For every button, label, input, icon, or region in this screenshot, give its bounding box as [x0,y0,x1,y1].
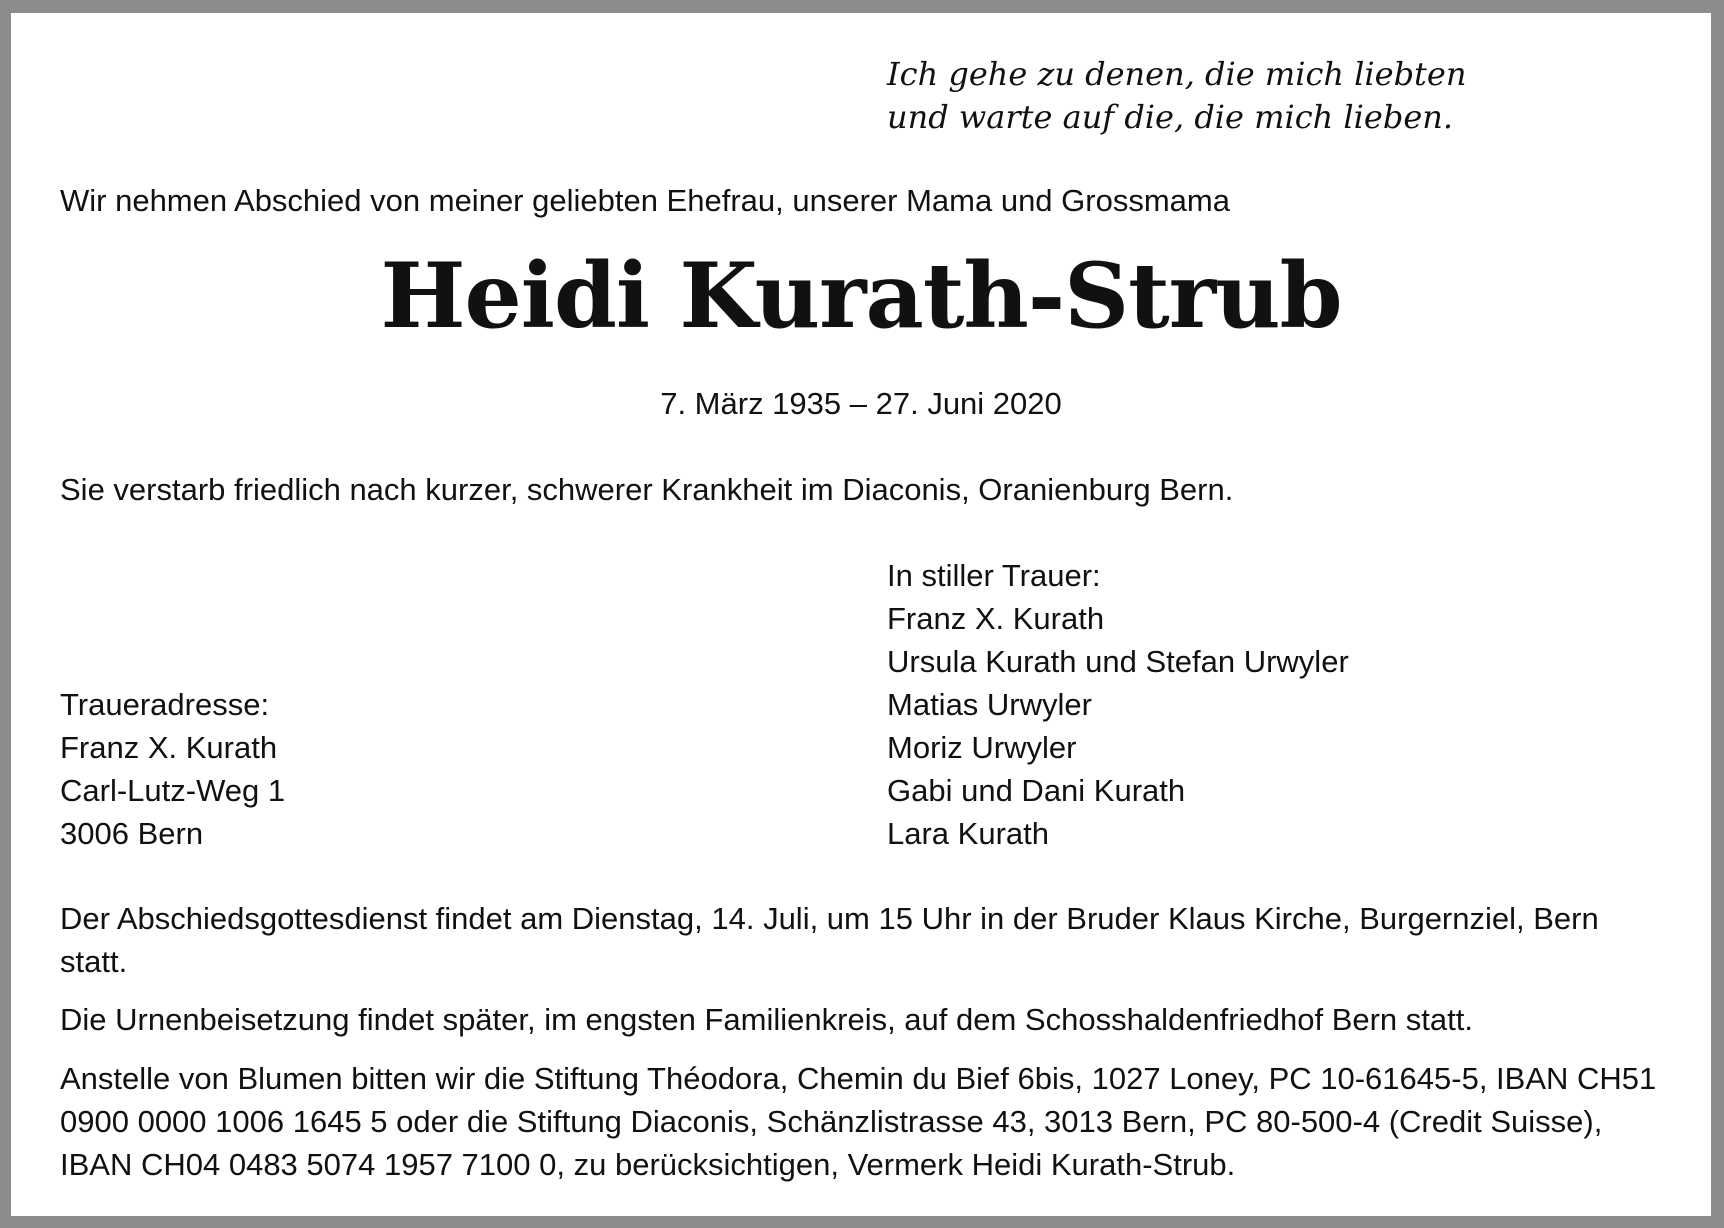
mourners-heading: In stiller Trauer: [887,558,1101,593]
death-note: Sie verstarb friedlich nach kurzer, schwerer Krankheit im Diaconis, Oranienburg Bern. [60,472,1234,507]
quote-line-2: und warte auf die, die mich lieben. [887,98,1454,136]
mourner-name: Gabi und Dani Kurath [887,773,1186,808]
obituary-page [11,13,1711,1216]
deceased-name: Heidi Kurath-Strub [380,243,1342,349]
address-heading: Traueradresse: [60,687,270,722]
mourner-name: Moriz Urwyler [887,730,1077,765]
life-dates: 7. März 1935 – 27. Juni 2020 [660,386,1062,421]
epigraph-quote [887,53,1466,139]
address-line: Carl-Lutz-Weg 1 [60,773,286,808]
intro-text: Wir nehmen Abschied von meiner geliebten Ehefrau, unserer Mama und Grossmama [60,183,1230,218]
mourner-name: Lara Kurath [887,816,1049,851]
donation-paragraph: Anstelle von Blumen bitten wir die Stiftung Théodora, Chemin du Bief 6bis, 1027 Loney, PC 10-61645-5, IBAN CH51 0900 0000 1006 1645 5 oder die Stiftung Diaconis, Schänzlistrasse 43, 3013 Bern, PC 80-500-4 (Credit Suisse), IBAN CH04 0483 5074 1957 7100 0, zu berücksichtigen, Vermerk Heidi Kurath-Strub. [60,1061,1657,1182]
mourner-name: Matias Urwyler [887,687,1092,722]
mourner-name: Franz X. Kurath [887,601,1105,636]
mourner-name: Ursula Kurath und Stefan Urwyler [887,644,1349,679]
address-line: 3006 Bern [60,816,204,851]
mourning-address [60,683,285,855]
mourners-list [887,554,1349,855]
address-line: Franz X. Kurath [60,730,278,765]
quote-line-1: Ich gehe zu denen, die mich liebten [887,55,1467,93]
urn-burial-paragraph: Die Urnenbeisetzung findet später, im engsten Familienkreis, auf dem Schosshaldenfriedhof Bern statt. [60,1002,1473,1037]
funeral-service-paragraph: Der Abschiedsgottesdienst findet am Dienstag, 14. Juli, um 15 Uhr in der Bruder Klaus Kirche, Burgernziel, Bern statt. [60,901,1599,979]
